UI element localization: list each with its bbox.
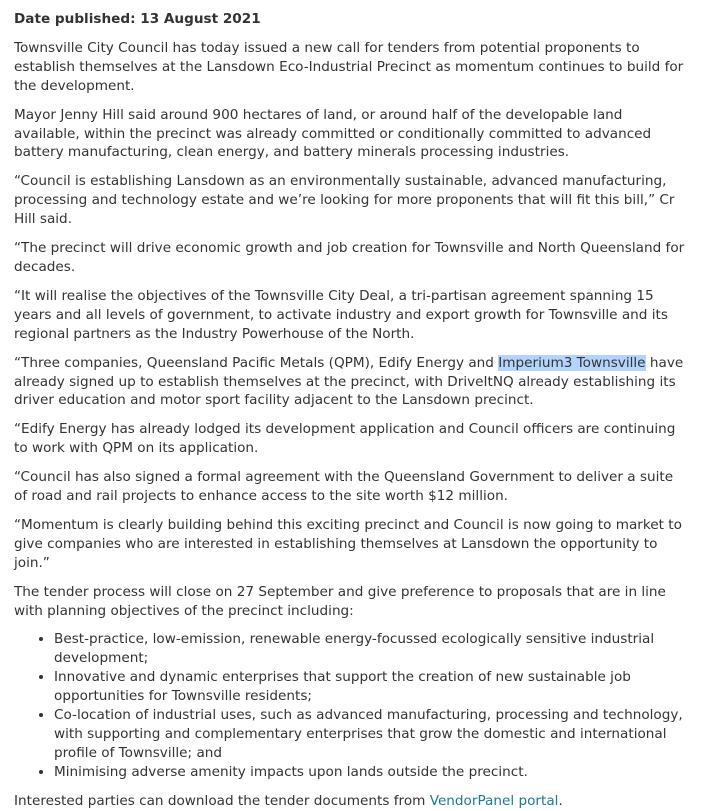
closing-text: Interested parties can download the tender documents from (14, 792, 430, 809)
list-item: • Minimising adverse amenity impacts upon lands outside the precinct. (54, 763, 689, 782)
paragraph-mayor: Mayor Jenny Hill said around 900 hectares of land, or around half of the developable land available, within the precinct was already committed or conditionally committed to advanced battery manufacturing, clean energy, and battery minerals processing industries. (14, 106, 652, 161)
paragraph-quote-momentum: “Momentum is clearly building behind this exciting precinct and Council is now going to market to give companies who are interested in establishing themselves at Lansdown the opportunity to join.” (14, 516, 682, 571)
companies-text-before: “Three companies, Queensland Pacific Metals (QPM), Edify Energy and (14, 354, 499, 371)
paragraph-quote-estate: “Council is establishing Lansdown as an environmentally sustainable, advanced manufacturing, processing and technology estate and we’re looking for more proponents that will fit this bill,” Cr Hill said. (14, 173, 675, 228)
closing-period: . (558, 792, 563, 809)
objectives-list (14, 630, 689, 781)
list-item: • Co-location of industrial uses, such as advanced manufacturing, processing and technology, with supporting and complementary enterprises that grow the domestic and international profile of Townsville; and (54, 706, 689, 763)
paragraph-quote-city-deal: “It will realise the objectives of the Townsville City Deal, a tri-partisan agreement spanning 15 years and all levels of government, to activate industry and export growth for Townsville and its regional partners as the Industry Powerhouse of the North. (14, 287, 668, 342)
paragraph-quote-edify: “Edify Energy has already lodged its development application and Council officers are continuing to work with QPM on its application. (14, 421, 676, 457)
companies-text-after: have already signed up to establish themselves at the precinct, with DriveItNQ already establishing its driver education and motor sport facility adjacent to the Lansdown precinct. (14, 354, 684, 409)
list-item: • Best-practice, low-emission, renewable energy-focussed ecologically sensitive industrial development; (54, 630, 689, 668)
list-item: • Innovative and dynamic enterprises that support the creation of new sustainable job opportunities for Townsville residents; (54, 668, 689, 706)
paragraph-quote-companies (14, 354, 689, 411)
paragraph-tender-process: The tender process will close on 27 September and give preference to proposals that are in line with planning objectives of the precinct including: (14, 583, 666, 619)
paragraph-intro: Townsville City Council has today issued a new call for tenders from potential proponents to establish themselves at the Lansdown Eco-Industrial Precinct as momentum continues to build for the development. (14, 39, 684, 94)
vendorpanel-portal-link[interactable]: VendorPanel portal (429, 792, 559, 809)
selected-text-highlight[interactable]: Imperium3 Townsville (498, 354, 646, 371)
paragraph-quote-growth: “The precinct will drive economic growth and job creation for Townsville and North Queensland for decades. (14, 240, 685, 275)
paragraph-closing (14, 792, 689, 811)
date-published: Date published: 13 August 2021 (14, 11, 261, 27)
paragraph-quote-agreement: “Council has also signed a formal agreement with the Queensland Government to deliver a suite of road and rail projects to enhance access to the site worth $12 million. (14, 469, 674, 505)
